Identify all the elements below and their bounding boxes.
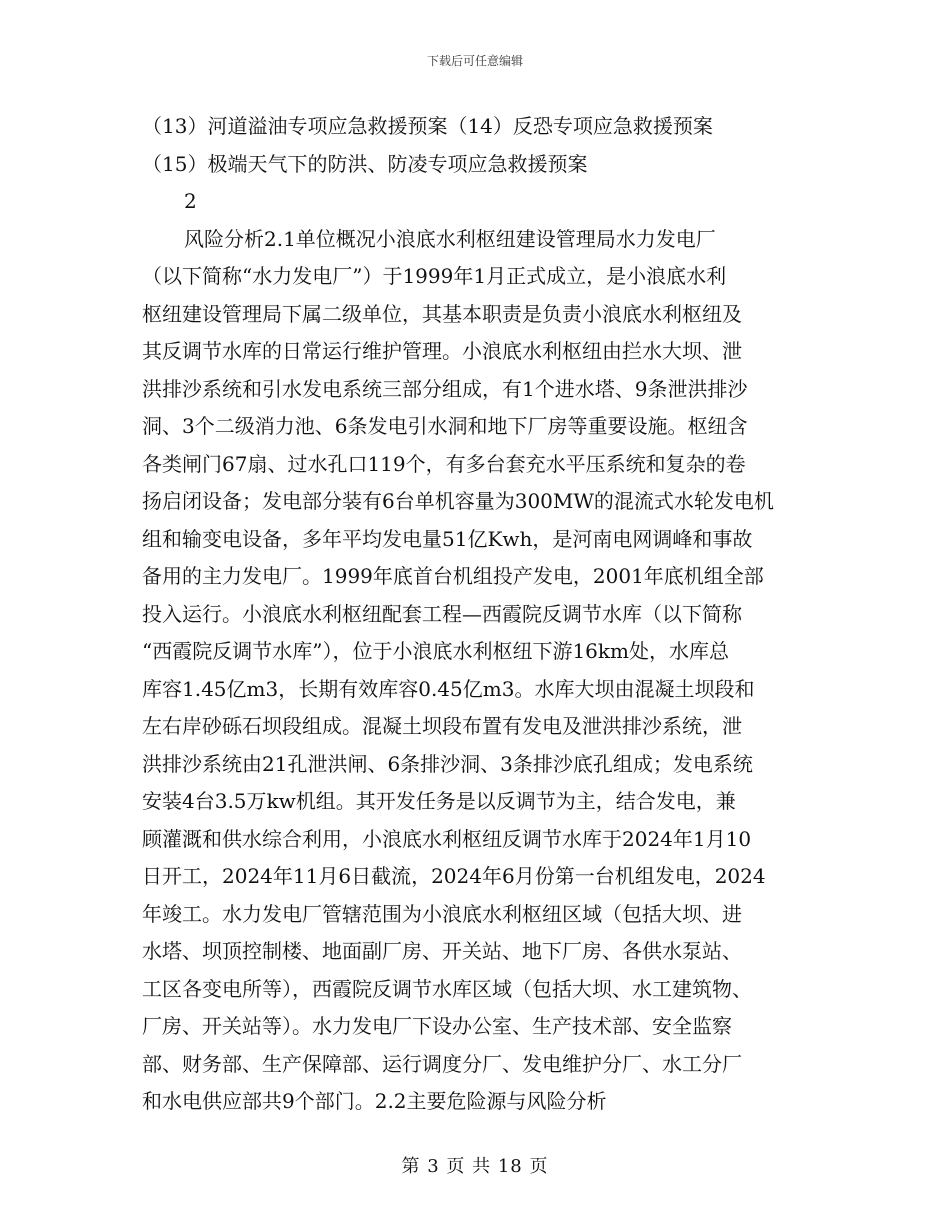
paragraph-first-line: 风险分析2.1单位概况小浪底水利枢纽建设管理局水力发电厂 [184, 226, 716, 251]
text-line: （13）河道溢油专项应急救援预案（14）反恐专项应急救援预案 [142, 114, 713, 138]
text-line: 各类闸门67扇、过水孔口119个，有多台套充水平压系统和复杂的卷 [142, 451, 746, 476]
page-number-footer: 第 3 页 共 18 页 [401, 1156, 549, 1177]
page-header-note: 下载后可任意编辑 [426, 54, 523, 68]
text-line: 洞、3个二级消力池、6条发电引水洞和地下厂房等重要设施。枢纽含 [142, 414, 748, 438]
text-line: 工区各变电所等），西霞院反调节水库区域（包括大坝、水工建筑物、 [142, 976, 752, 1001]
text-line: 扬启闭设备；发电部分装有6台单机容量为300MW的混流式水轮发电机 [142, 489, 774, 513]
text-line: 水塔、坝顶控制楼、地面副厂房、开关站、地下厂房、各供水泵站、 [142, 939, 742, 963]
text-line: 备用的主力发电厂。1999年底首台机组投产发电，2001年底机组全部 [142, 564, 764, 588]
text-line: 年竣工。水力发电厂管辖范围为小浪底水利枢纽区域（包括大坝、进 [142, 901, 742, 926]
text-line: “西霞院反调节水库”），位于小浪底水利枢纽下游16km处，水库总 [142, 639, 729, 663]
text-line: 其反调节水库的日常运行维护管理。小浪底水利枢纽由拦水大坝、泄 [142, 339, 742, 363]
text-line: 日开工，2024年11月6日截流，2024年6月份第一台机组发电，2024 [142, 864, 766, 888]
text-line: （15）极端天气下的防洪、防凌专项应急救援预案 [142, 151, 588, 176]
text-line: 洪排沙系统由21孔泄洪闸、6条排沙洞、3条排沙底孔组成；发电系统 [142, 751, 753, 776]
text-line: 枢纽建设管理局下属二级单位，其基本职责是负责小浪底水利枢纽及 [142, 301, 742, 326]
text-line: 和水电供应部共9个部门。2.2主要危险源与风险分析 [142, 1089, 607, 1113]
text-line: 安装4台3.5万kw机组。其开发任务是以反调节为主，结合发电，兼 [142, 789, 736, 813]
text-line: 组和输变电设备，多年平均发电量51亿Kwh，是河南电网调峰和事故 [142, 526, 753, 551]
text-line: 洪排沙系统和引水发电系统三部分组成，有1个进水塔、9条泄洪排沙 [142, 376, 748, 401]
text-line: 部、财务部、生产保障部、运行调度分厂、发电维护分厂、水工分厂 [142, 1051, 742, 1076]
document-body [142, 108, 814, 1121]
text-line: 左右岸砂砾石坝段组成。混凝土坝段布置有发电及泄洪排沙系统，泄 [142, 714, 742, 738]
text-line: （以下简称“水力发电厂”）于1999年1月正式成立，是小浪底水利 [142, 264, 727, 288]
text-line: 投入运行。小浪底水利枢纽配套工程—西霞院反调节水库（以下简称 [142, 601, 742, 626]
text-line: 顾灌溉和供水综合利用，小浪底水利枢纽反调节水库于2024年1月10 [142, 826, 752, 851]
text-line: 厂房、开关站等）。水力发电厂下设办公室、生产技术部、安全监察 [142, 1014, 732, 1038]
text-line: 库容1.45亿m3，长期有效库容0.45亿m3。水库大坝由混凝土坝段和 [142, 676, 755, 701]
section-number: 2 [184, 189, 197, 213]
